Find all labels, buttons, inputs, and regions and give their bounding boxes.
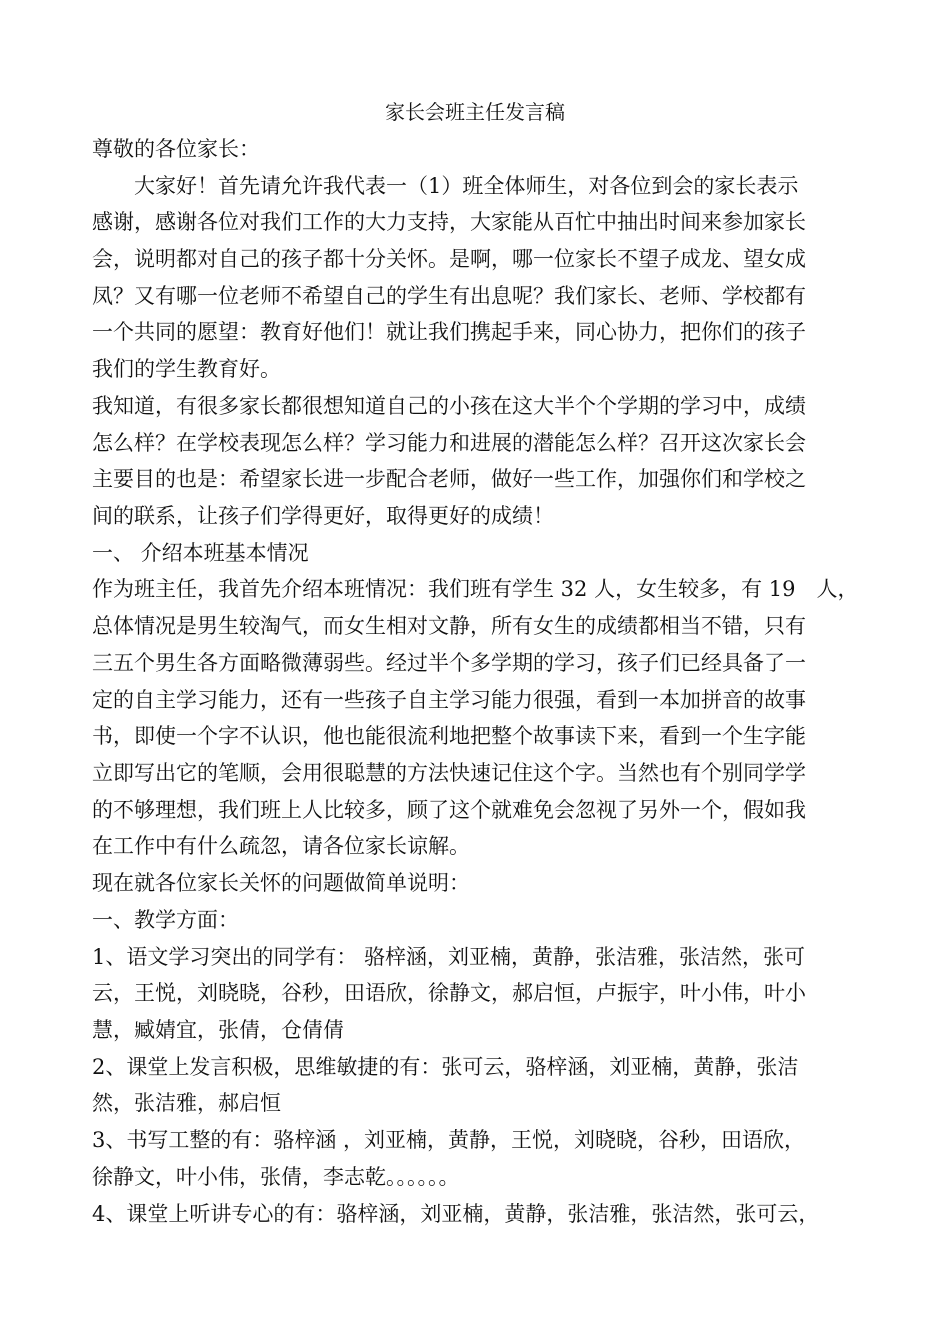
text-line: 间的联系，让孩子们学得更好，取得更好的成绩！ <box>92 504 554 528</box>
text-line: 我知道，有很多家长都很想知道自己的小孩在这大半个个学期的学习中，成绩 <box>92 394 806 418</box>
list-item: 2、课堂上发言积极，思维敏捷的有：张可云，骆梓涵，刘亚楠，黄静，张洁 <box>92 1055 799 1079</box>
section-heading: 一、 介绍本班基本情况 <box>92 541 309 565</box>
text-line: 尊敬的各位家长： <box>92 137 260 161</box>
text-line: 大家好！首先请允许我代表一（1）班全体师生，对各位到会的家长表示 <box>92 174 799 198</box>
text-line: 徐静文，叶小伟，张倩，李志乾。。。。。。 <box>92 1165 460 1189</box>
list-item: 3、书写工整的有：骆梓涵 ，刘亚楠，黄静，王悦，刘晓晓，谷秒，田语欣， <box>92 1128 806 1152</box>
text-line: 会，说明都对自己的孩子都十分关怀。是啊，哪一位家长不望子成龙、望女成 <box>92 247 806 271</box>
document-title: 家长会班主任发言稿 <box>385 100 565 124</box>
section-heading: 一、教学方面： <box>92 908 239 932</box>
text-line: 主要目的也是：希望家长进一步配合老师，做好一些工作，加强你们和学校之 <box>92 467 806 491</box>
text-line: 三五个男生各方面略微薄弱些。经过半个多学期的学习，孩子们已经具备了一 <box>92 651 806 675</box>
text-line: 在工作中有什么疏忽，请各位家长谅解。 <box>92 834 470 858</box>
text-line: 慧，臧婧宜，张倩，仓倩倩 <box>92 1018 344 1042</box>
text-line: 感谢，感谢各位对我们工作的大力支持，大家能从百忙中抽出时间来参加家长 <box>92 210 806 234</box>
text-line: 凤？又有哪一位老师不希望自己的学生有出息呢？我们家长、老师、学校都有 <box>92 284 806 308</box>
text-line: 的不够理想，我们班上人比较多，顾了这个就难免会忽视了另外一个，假如我 <box>92 798 806 822</box>
text-line: 书，即使一个字不认识，他也能很流利地把整个故事读下来，看到一个生字能 <box>92 724 806 748</box>
text-line: 我们的学生教育好。 <box>92 357 281 381</box>
text-line: 现在就各位家长关怀的问题做简单说明： <box>92 871 470 895</box>
text-line: 怎么样？在学校表现怎么样？学习能力和进展的潜能怎么样？召开这次家长会 <box>92 431 806 455</box>
text-line: 定的自主学习能力，还有一些孩子自主学习能力很强，看到一本加拼音的故事 <box>92 688 806 712</box>
list-item: 4、课堂上听讲专心的有：骆梓涵，刘亚楠，黄静，张洁雅，张洁然，张可云， <box>92 1202 820 1226</box>
text-line: 云，王悦，刘晓晓，谷秒，田语欣，徐静文，郝启恒，卢振宇，叶小伟，叶小 <box>92 981 806 1005</box>
list-item: 1、语文学习突出的同学有： 骆梓涵，刘亚楠，黄静，张洁雅，张洁然，张可 <box>92 945 806 969</box>
text-line: 总体情况是男生较淘气，而女生相对文静，所有女生的成绩都相当不错，只有 <box>92 614 806 638</box>
text-line: 作为班主任，我首先介绍本班情况：我们班有学生 32 人，女生较多，有 19 人， <box>92 577 859 601</box>
text-line: 然，张洁雅，郝启恒 <box>92 1091 281 1115</box>
text-line: 立即写出它的笔顺，会用很聪慧的方法快速记住这个字。当然也有个别同学学 <box>92 761 806 785</box>
text-line: 一个共同的愿望：教育好他们！就让我们携起手来，同心协力，把你们的孩子 <box>92 320 806 344</box>
